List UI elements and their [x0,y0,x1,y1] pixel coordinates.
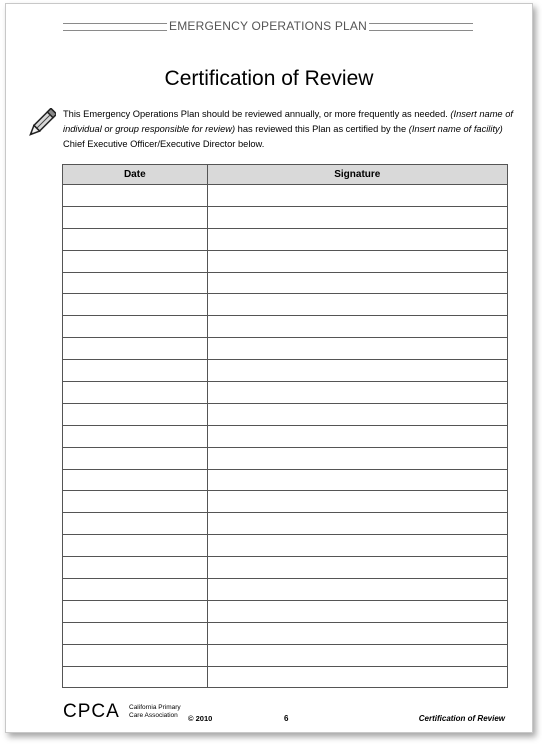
date-cell[interactable] [63,469,208,491]
page-header [63,18,473,36]
signature-cell[interactable] [207,535,507,557]
table-row [63,228,508,250]
signature-cell[interactable] [207,316,507,338]
date-cell[interactable] [63,272,208,294]
date-cell[interactable] [63,447,208,469]
table-row [63,535,508,557]
signature-cell[interactable] [207,206,507,228]
cpca-logo-subtitle [129,704,181,720]
table-row [63,557,508,579]
signature-cell[interactable] [207,600,507,622]
signature-cell[interactable] [207,491,507,513]
date-cell[interactable] [63,185,208,207]
signature-cell[interactable] [207,360,507,382]
table-row [63,600,508,622]
date-cell[interactable] [63,535,208,557]
date-cell[interactable] [63,644,208,666]
date-cell[interactable] [63,294,208,316]
date-cell[interactable] [63,206,208,228]
signature-cell[interactable] [207,447,507,469]
signature-cell[interactable] [207,250,507,272]
header-section-label: EMERGENCY OPERATIONS PLAN [169,19,367,33]
signature-cell[interactable] [207,185,507,207]
intro-text-1: This Emergency Operations Plan should be reviewed annually, or more frequently as needed. [63,109,451,119]
date-cell[interactable] [63,491,208,513]
date-cell[interactable] [63,250,208,272]
table-row [63,513,508,535]
review-table [62,164,508,688]
table-row [63,644,508,666]
date-cell[interactable] [63,403,208,425]
date-cell[interactable] [63,557,208,579]
date-cell[interactable] [63,425,208,447]
date-cell[interactable] [63,316,208,338]
signature-cell[interactable] [207,513,507,535]
date-cell[interactable] [63,338,208,360]
date-cell[interactable] [63,513,208,535]
intro-placeholder-reviewer: (Insert name of individual or group responsible for review) [63,109,513,134]
table-row [63,250,508,272]
table-row [63,338,508,360]
table-row [63,272,508,294]
signature-cell[interactable] [207,666,507,688]
table-row [63,666,508,688]
table-row [63,447,508,469]
intro-paragraph [63,107,518,152]
table-row [63,294,508,316]
cpca-logo: CPCA [63,701,120,722]
date-cell[interactable] [63,382,208,404]
table-row [63,622,508,644]
signature-cell[interactable] [207,469,507,491]
pencil-icon [26,108,56,140]
logo-sub-line-1: California Primary [129,704,181,711]
table-row [63,579,508,601]
review-table-body [63,185,508,688]
signature-cell[interactable] [207,294,507,316]
intro-text-2: has reviewed this Plan as certified by the [235,124,409,134]
date-cell[interactable] [63,228,208,250]
signature-cell[interactable] [207,228,507,250]
page-title: Certification of Review [164,67,374,90]
intro-text-3: Chief Executive Officer/Executive Director below. [63,139,265,149]
signature-cell[interactable] [207,403,507,425]
column-header-signature: Signature [207,165,507,185]
date-cell[interactable] [63,600,208,622]
date-cell[interactable] [63,579,208,601]
table-row [63,382,508,404]
table-row [63,360,508,382]
signature-cell[interactable] [207,622,507,644]
intro-placeholder-facility: (Insert name of facility) [408,124,503,134]
table-header-row [63,165,508,185]
signature-cell[interactable] [207,425,507,447]
signature-cell[interactable] [207,644,507,666]
date-cell[interactable] [63,666,208,688]
logo-sub-line-2: Care Association [129,712,178,719]
footer-document-title: Certification of Review [418,714,505,723]
date-cell[interactable] [63,622,208,644]
table-row [63,316,508,338]
table-row [63,425,508,447]
signature-cell[interactable] [207,382,507,404]
page-footer [63,701,518,725]
table-row [63,185,508,207]
date-cell[interactable] [63,360,208,382]
table-row [63,469,508,491]
table-row [63,206,508,228]
table-row [63,491,508,513]
signature-cell[interactable] [207,338,507,360]
signature-cell[interactable] [207,272,507,294]
copyright-notice: © 2010 [188,714,213,723]
table-row [63,403,508,425]
signature-cell[interactable] [207,579,507,601]
signature-cell[interactable] [207,557,507,579]
document-page [5,3,533,733]
page-number: 6 [284,714,289,723]
column-header-date: Date [63,165,208,185]
